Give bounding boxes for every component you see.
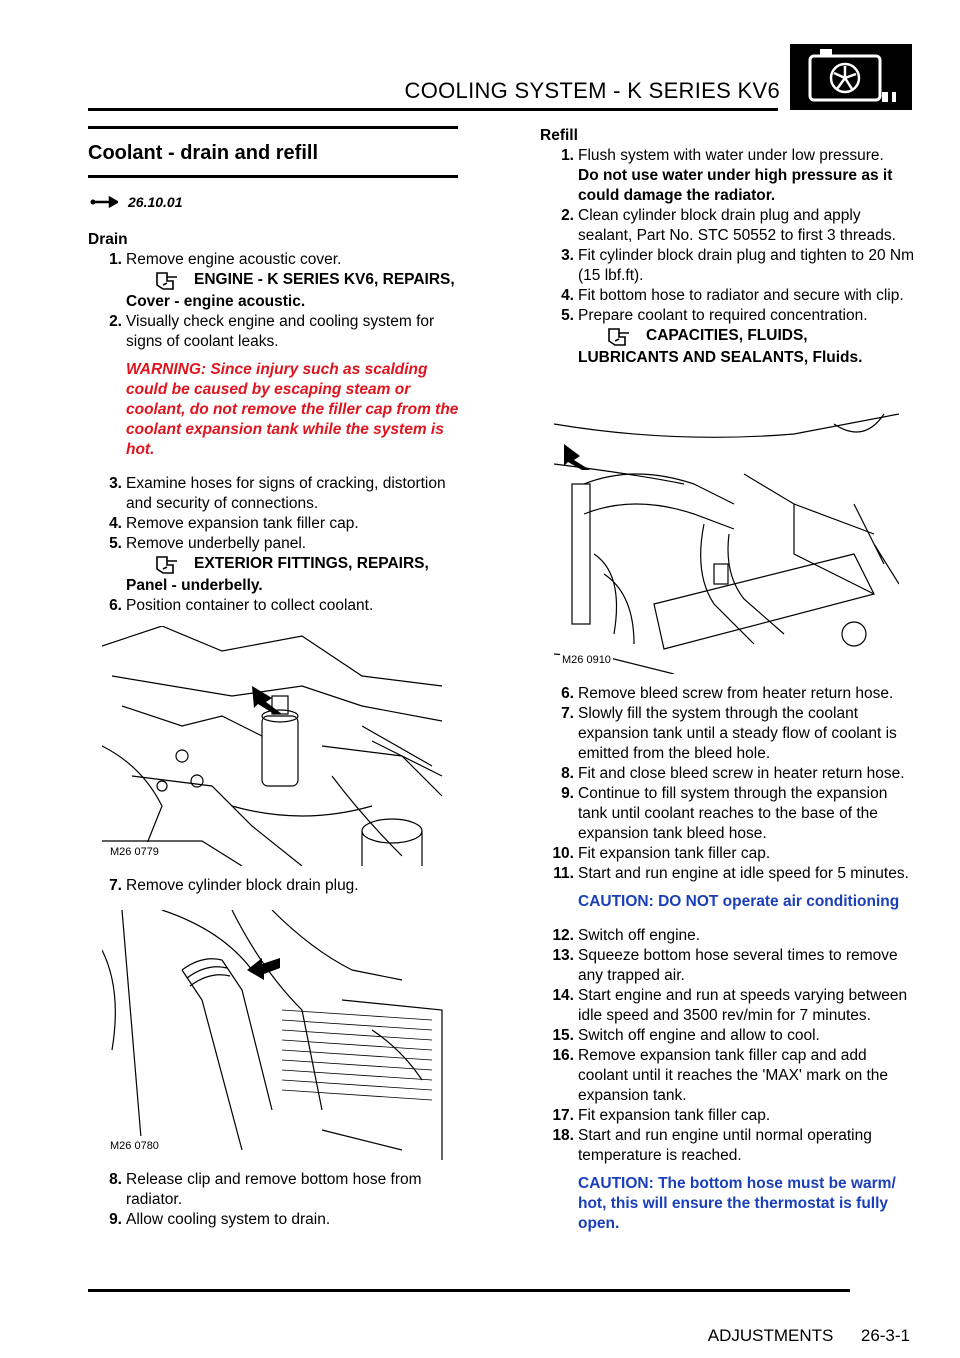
step-text: Switch off engine and allow to cool. <box>578 1027 820 1044</box>
pointing-hand-icon <box>154 554 180 576</box>
step-number: 7. <box>561 705 574 722</box>
step-number: 2. <box>561 207 574 224</box>
cross-reference[interactable] <box>540 326 915 348</box>
engine-block-illustration <box>102 626 454 866</box>
step-number: 18. <box>552 1127 574 1144</box>
step-text: Start and run engine at idle speed for 5 minutes. <box>578 865 909 882</box>
step-text <box>578 146 915 206</box>
pointing-hand-icon <box>154 270 180 292</box>
header-rule <box>88 108 778 111</box>
step-text: Fit expansion tank filler cap. <box>578 1107 771 1124</box>
footer <box>580 1326 910 1346</box>
step-text: Switch off engine. <box>578 927 701 944</box>
refill-step-15 <box>540 1026 915 1046</box>
heater-hose-illustration <box>554 404 899 674</box>
step-number: 5. <box>109 535 122 552</box>
cross-reference-line2: Cover - engine acoustic. <box>126 293 306 310</box>
step-text: Remove bleed screw from heater return hose. <box>578 685 894 702</box>
footer-page-number: 26-3-1 <box>860 1326 910 1345</box>
right-column <box>540 126 915 1248</box>
figure-drain-plug <box>102 626 454 866</box>
figure-label: M26 0779 <box>108 842 161 862</box>
figure-label: M26 0780 <box>108 1136 161 1156</box>
step-text: Slowly fill the system through the coolant expansion tank until a steady flow of coolant is emitted from the bleed hole. <box>578 705 897 762</box>
refill-step-1 <box>540 146 915 206</box>
step-number: 8. <box>561 765 574 782</box>
step-text: Position container to collect coolant. <box>126 597 374 614</box>
left-column <box>88 126 460 1230</box>
cross-reference-line2: LUBRICANTS AND SEALANTS, Fluids. <box>578 349 863 366</box>
step-number: 8. <box>109 1171 122 1188</box>
cross-reference-line2: Panel - underbelly. <box>126 577 263 594</box>
step-number: 9. <box>561 785 574 802</box>
step-number: 16. <box>552 1047 574 1064</box>
step-number: 9. <box>109 1211 122 1228</box>
refill-step-2 <box>540 206 915 246</box>
step-number: 1. <box>109 251 122 268</box>
step-text: Prepare coolant to required concentration. <box>578 307 868 324</box>
refill-heading: Refill <box>540 127 578 144</box>
cross-reference-line1: EXTERIOR FITTINGS, REPAIRS, <box>194 555 429 572</box>
drain-step-2 <box>88 312 460 352</box>
step-text: Remove engine acoustic cover. <box>126 251 342 268</box>
step-text: Fit cylinder block drain plug and tighten to 20 Nm (15 lbf.ft). <box>578 247 915 284</box>
refill-step-3 <box>540 246 915 286</box>
step-number: 17. <box>552 1107 574 1124</box>
step-number: 7. <box>109 877 122 894</box>
cross-reference-line1: CAPACITIES, FLUIDS, <box>646 327 808 344</box>
step-number: 11. <box>553 865 574 882</box>
figure-bleed-screw <box>554 404 899 674</box>
drain-step-5 <box>88 534 460 554</box>
refill-step-7 <box>540 704 915 764</box>
step-number: 13. <box>552 947 574 964</box>
caution-text: CAUTION: DO NOT operate air conditioning <box>578 893 900 910</box>
step-number: 12. <box>552 927 574 944</box>
step-number: 14. <box>552 987 574 1004</box>
step-text: Start and run engine until normal operating temperature is reached. <box>578 1127 872 1164</box>
footer-rule <box>88 1289 850 1292</box>
cross-reference[interactable] <box>88 270 460 292</box>
step-text: Clean cylinder block drain plug and apply sealant, Part No. STC 50552 to first 3 threads. <box>578 207 896 244</box>
figure-bottom-hose <box>102 910 454 1160</box>
step-number: 3. <box>561 247 574 264</box>
drain-step-1 <box>88 250 460 270</box>
refill-step-16 <box>540 1046 915 1106</box>
step-number: 10. <box>552 845 574 862</box>
drain-step-3 <box>88 474 460 514</box>
drain-step-6 <box>88 596 460 616</box>
step-number: 2. <box>109 313 122 330</box>
step-number: 5. <box>561 307 574 324</box>
wrench-icon <box>90 196 118 208</box>
drain-step-9 <box>88 1210 460 1230</box>
refill-step-11 <box>540 864 915 884</box>
step-number: 4. <box>109 515 122 532</box>
drain-heading: Drain <box>88 231 128 248</box>
step-text: Continue to fill system through the expansion tank until coolant reaches to the base of the expansion tank bleed hose. <box>578 785 888 842</box>
step-text: Examine hoses for signs of cracking, distortion and security of connections. <box>126 475 446 512</box>
drain-step-7 <box>88 876 460 896</box>
step-text: Remove cylinder block drain plug. <box>126 877 359 894</box>
refill-step-12 <box>540 926 915 946</box>
title-rule-top <box>88 126 458 129</box>
section-title: Coolant - drain and refill <box>88 142 319 164</box>
refill-step-8 <box>540 764 915 784</box>
step-number: 6. <box>109 597 122 614</box>
refill-step-17 <box>540 1106 915 1126</box>
refill-step-4 <box>540 286 915 306</box>
cross-reference[interactable] <box>88 554 460 576</box>
step-text: Visually check engine and cooling system for signs of coolant leaks. <box>126 313 435 350</box>
bottom-hose-illustration <box>102 910 454 1160</box>
drain-step-4 <box>88 514 460 534</box>
step-number: 4. <box>561 287 574 304</box>
step-text: Start engine and run at speeds varying between idle speed and 3500 rev/min for 7 minutes. <box>578 987 908 1024</box>
step-number: 3. <box>109 475 122 492</box>
operation-number-text: 26.10.01 <box>128 194 183 210</box>
step-text: Fit expansion tank filler cap. <box>578 845 771 862</box>
footer-section: ADJUSTMENTS <box>707 1326 834 1345</box>
step-text: Fit and close bleed screw in heater return hose. <box>578 765 905 782</box>
step-text: Remove underbelly panel. <box>126 535 307 552</box>
step-text: Release clip and remove bottom hose from radiator. <box>126 1171 422 1208</box>
refill-step-10 <box>540 844 915 864</box>
figure-label: M26 0910 <box>560 650 613 670</box>
warning-text: WARNING: Since injury such as scalding could be caused by escaping steam or coolant, do not remove the filler cap from the coolant expansion tank while the system is hot. <box>126 361 459 458</box>
refill-step-13 <box>540 946 915 986</box>
step-number: 1. <box>561 147 574 164</box>
radiator-fan-icon <box>790 44 912 110</box>
step-text: Squeeze bottom hose several times to remove any trapped air. <box>578 947 898 984</box>
refill-step-18 <box>540 1126 915 1166</box>
step-text: Remove expansion tank filler cap and add coolant until it reaches the 'MAX' mark on the expansion tank. <box>578 1047 889 1104</box>
step-text-main: Flush system with water under low pressure. <box>578 147 884 164</box>
pointing-hand-icon <box>606 326 632 348</box>
title-rule-bottom <box>88 175 458 178</box>
refill-step-14 <box>540 986 915 1026</box>
page-header-title: COOLING SYSTEM - K SERIES KV6 <box>404 78 780 103</box>
cross-reference-line1: ENGINE - K SERIES KV6, REPAIRS, <box>194 271 455 288</box>
step-text: Remove expansion tank filler cap. <box>126 515 359 532</box>
step-text: Allow cooling system to drain. <box>126 1211 331 1228</box>
caution-text: CAUTION: The bottom hose must be warm/ hot, this will ensure the thermostat is fully open. <box>578 1175 896 1232</box>
step-text-emphasis: Do not use water under high pressure as it could damage the radiator. <box>578 167 893 204</box>
drain-step-8 <box>88 1170 460 1210</box>
step-text: Fit bottom hose to radiator and secure with clip. <box>578 287 904 304</box>
refill-step-6 <box>540 684 915 704</box>
refill-step-5 <box>540 306 915 326</box>
refill-step-9 <box>540 784 915 844</box>
operation-number <box>90 192 460 212</box>
step-number: 15. <box>552 1027 574 1044</box>
step-number: 6. <box>561 685 574 702</box>
